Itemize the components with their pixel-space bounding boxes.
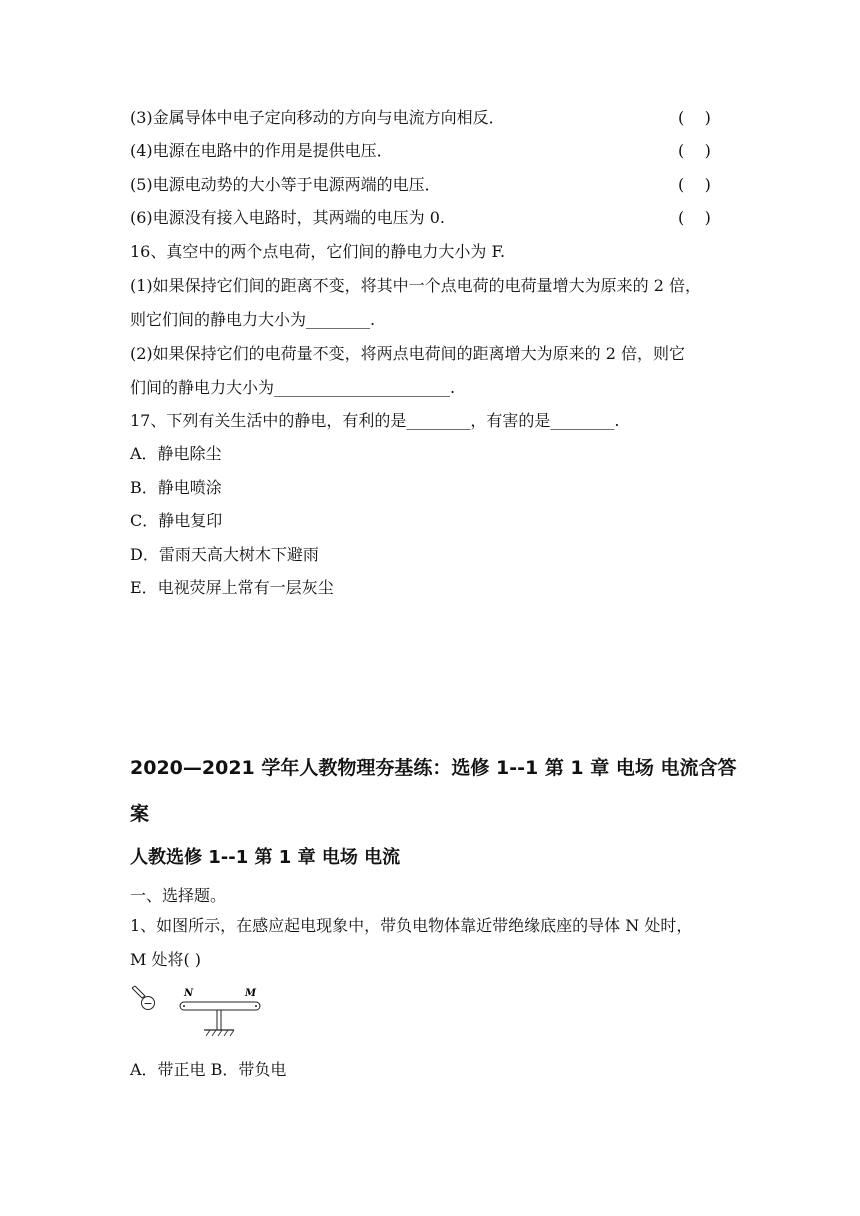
conductor-label-n: N [184, 988, 194, 999]
question-17-option-e: E．电视荧屏上常有一层灰尘 [130, 578, 334, 597]
question-17-option-a: A．静电除尘 [130, 444, 222, 463]
question-17-option-b: B．静电喷涂 [130, 478, 222, 497]
page-title-line2: 案 [130, 803, 150, 825]
question-17-option-c: C．静电复印 [130, 511, 223, 530]
question-1-stem-line2: M 处将( ) [130, 950, 202, 969]
charged-object-icon [132, 986, 155, 1010]
answer-paren-3: ( ) [678, 108, 711, 127]
question-16-stem: 16、真空中的两个点电荷，它们间的静电力大小为 F. [130, 242, 506, 261]
statement-4: (4)电源在电路中的作用是提供电压． [130, 141, 393, 160]
question-17-stem: 17、下列有关生活中的静电，有利的是________，有害的是________. [130, 411, 620, 430]
question-16-part1-line1: (1)如果保持它们间的距离不变，将其中一个点电荷的电荷量增大为原来的 2 倍， [130, 276, 702, 295]
conductor-rod [180, 1002, 260, 1010]
page-subtitle: 人教选修 1--1 第 1 章 电场 电流 [130, 847, 401, 868]
answer-paren-6: ( ) [678, 208, 711, 227]
statement-6: (6)电源没有接入电路时，其两端的电压为 0. [130, 208, 446, 227]
question-16-part2-line1: (2)如果保持它们的电荷量不变，将两点电荷间的距离增大为原来的 2 倍，则它 [130, 344, 686, 363]
question-16-part1-line2: 则它们间的静电力大小为________. [130, 310, 376, 329]
conductor-label-m: M [245, 988, 257, 999]
section-heading: 一、选择题。 [130, 886, 227, 905]
question-1-options: A．带正电 B．带负电 [130, 1060, 287, 1079]
statement-3: (3)金属导体中电子定向移动的方向与电流方向相反． [130, 108, 505, 127]
question-16-part2-line2: 们间的静电力大小为______________________. [130, 378, 456, 397]
page-title-line1: 2020—2021 学年人教物理夯基练：选修 1--1 第 1 章 电场 电流含答 [130, 757, 737, 779]
answer-paren-4: ( ) [678, 141, 711, 160]
answer-paren-5: ( ) [678, 175, 711, 194]
negative-charge-label: − [143, 997, 153, 1010]
induction-figure [126, 984, 276, 1046]
question-1-stem-line1: 1、如图所示，在感应起电现象中，带负电物体靠近带绝缘底座的导体 N 处时， [130, 916, 693, 935]
question-17-option-d: D．雷雨天高大树木下避雨 [130, 545, 319, 564]
statement-5: (5)电源电动势的大小等于电源两端的电压． [130, 175, 441, 194]
